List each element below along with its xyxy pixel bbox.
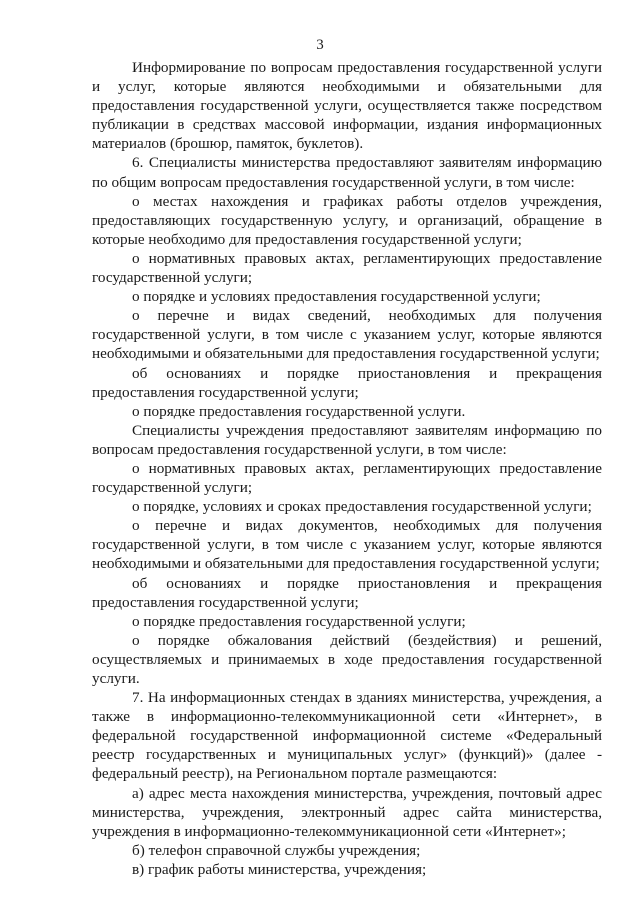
list-item-documents-list: о перечне и видах документов, необходимых для получения государственной услуги, в том числе с указанием услуг, которые являются необходимыми и обязательными для предоставления государственной услуги;: [92, 517, 602, 573]
list-item-service-procedure-2: о порядке предоставления государственной услуги;: [132, 612, 466, 630]
document-body: [92, 58, 602, 879]
list-item-appeal-procedure: о порядке обжалования действий (бездействия) и решений, осуществляемых и принимаемых в ходе предоставления государственной услуги.: [92, 631, 602, 687]
list-item-information-list: о перечне и видах сведений, необходимых для получения государственной услуги, в том числе с указанием услуг, которые являются необходимыми и обязательными для предоставления государственной услуги;: [92, 307, 602, 363]
paragraph-institution-specialists: Специалисты учреждения предоставляют заявителям информацию по вопросам предоставления государственной услуги, в том числе:: [92, 421, 602, 458]
list-item-normative-acts-2: о нормативных правовых актах, регламентирующих предоставление государственной услуги;: [92, 459, 602, 497]
paragraph-7-information-stands: 7. На информационных стендах в зданиях министерства, учреждения, а также в информационно-телекоммуникационной сети «Интернет», в федеральной государственной информационной системе «Федеральный реестр государственных и муниципальных услуг» (функций)» (далее - федеральный реестр), на Региональном портале размещаются:: [92, 689, 602, 783]
list-item-locations-schedules: о местах нахождения и графиках работы отделов учреждения, предоставляющих государственную услугу, и организаций, обращение в которые необходимо для предоставления государственной услуги;: [92, 192, 602, 248]
paragraph-informing-media: Информирование по вопросам предоставления государственной услуги и услуг, которые являются необходимыми и обязательными для предоставления государственной услуги, осуществляется также посредством публикации в средствах массовой информации, издания информационных материалов (брошюр, памяток, буклетов).: [92, 59, 602, 153]
list-item-procedure-conditions: о порядке и условиях предоставления государственной услуги;: [132, 288, 541, 306]
list-item-service-procedure: о порядке предоставления государственной услуги.: [132, 402, 466, 420]
list-item-b-phone: б) телефон справочной службы учреждения;: [132, 841, 421, 859]
list-item-procedure-terms: о порядке, условиях и сроках предоставления государственной услуги;: [132, 498, 592, 516]
page-number: 3: [316, 37, 324, 53]
list-item-suspension-grounds-2: об основаниях и порядке приостановления и прекращения предоставления государственной услуги;: [92, 574, 602, 611]
list-item-normative-acts: о нормативных правовых актах, регламентирующих предоставление государственной услуги;: [92, 249, 602, 287]
list-item-c-schedule: в) график работы министерства, учреждения;: [132, 860, 427, 878]
list-item-a-addresses: а) адрес места нахождения министерства, учреждения, почтовый адрес министерства, учреждения, электронный адрес сайта министерства, учреждения в информационно-телекоммуникационной сети «Интернет»;: [92, 784, 602, 840]
paragraph-6-ministry-specialists: 6. Специалисты министерства предоставляют заявителям информацию по общим вопросам предоставления государственной услуги, в том числе:: [92, 154, 602, 191]
list-item-suspension-grounds: об основаниях и порядке приостановления и прекращения предоставления государственной услуги;: [92, 364, 602, 401]
